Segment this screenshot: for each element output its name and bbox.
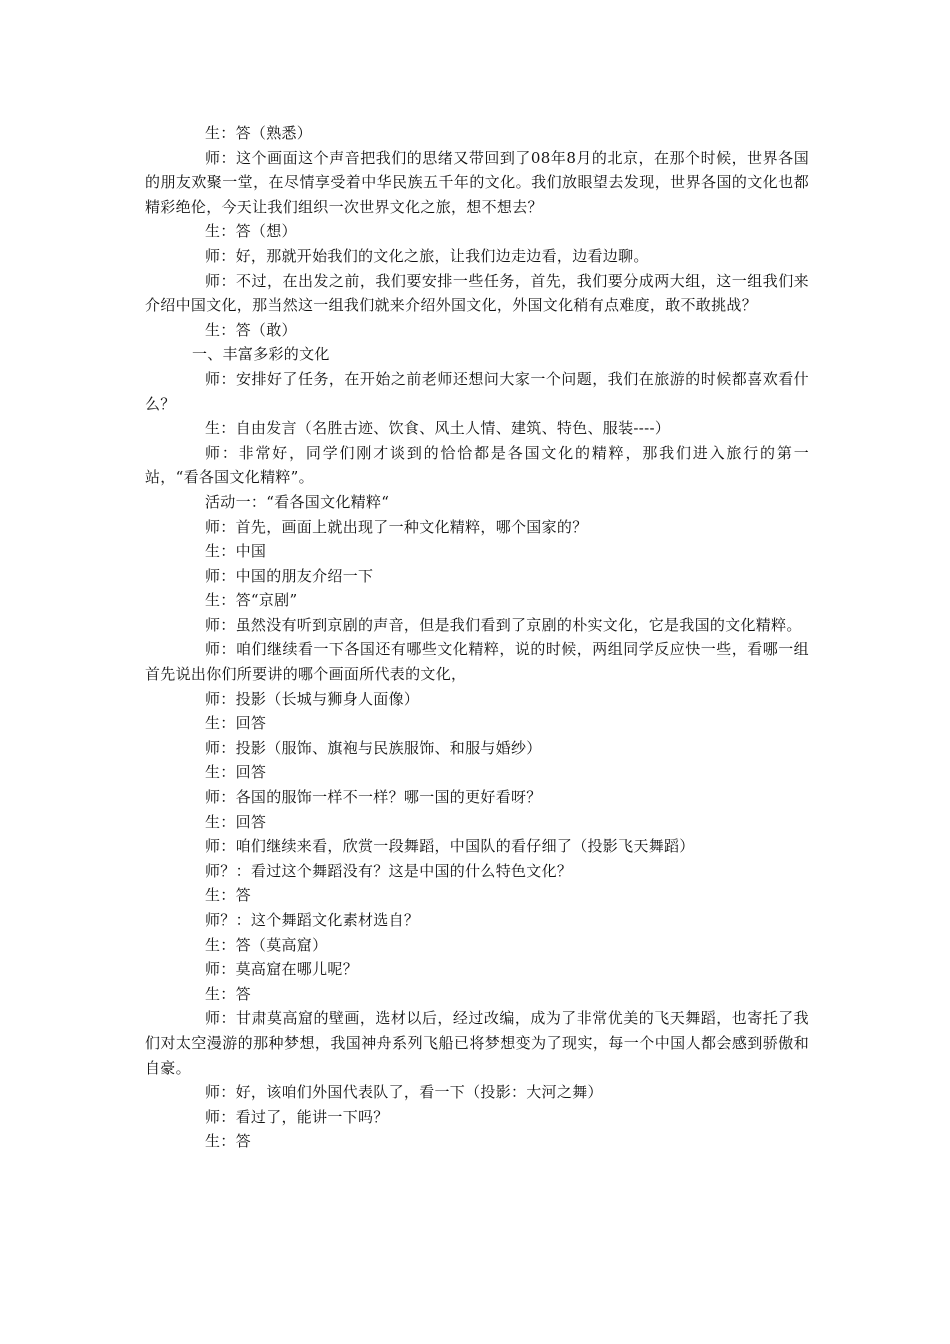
paragraph-student-answer: 生：答 [205,984,251,1003]
paragraph-student-peking-opera: 生：答“京剧” [205,591,298,610]
paragraph-student-answer: 生：答 [205,1132,251,1151]
paragraph-teacher-beijing: 师：这个画面这个声音把我们的思绪又带回到了08年8月的北京，在那个时候，世界各国的朋友欢聚一堂，在尽情享受着中华民族五千年的文化。我们放眼望去发现，世界各国的文化也都精彩绝伦，今天让我们组织一次世界文化之旅，想不想去？ [145,148,809,216]
paragraph-student-answer: 生：答 [205,886,251,905]
paragraph-teacher-tasks: 师：不过，在出发之前，我们要安排一些任务，首先，我们要分成两大组，这一组我们来介绍中国文化，那当然这一组我们就来介绍外国文化，外国文化稍有点难度，敢不敢挑战？ [145,271,809,315]
paragraph-student-answer: 生：回答 [205,763,267,782]
paragraph-student-china: 生：中国 [205,542,267,561]
paragraph-teacher-explain: 师：看过了，能讲一下吗？ [205,1107,389,1126]
paragraph-teacher-question: 师：安排好了任务，在开始之前老师还想问大家一个问题，我们在旅游的时候都喜欢看什么？ [145,369,809,413]
paragraph-teacher-which-country: 师：首先，画面上就出现了一种文化精粹，哪个国家的？ [205,517,588,536]
section-heading: 一、丰富多彩的文化 [192,345,330,364]
paragraph-teacher-projection-wall: 师：投影（长城与狮身人面像） [205,689,420,708]
paragraph-student-answer-want: 生：答（想） [205,222,297,241]
document-body [145,121,809,1154]
paragraph-teacher-introduce: 师：中国的朋友介绍一下 [205,566,374,585]
paragraph-teacher-dance-question: 师？：看过这个舞蹈没有？这是中国的什么特色文化？ [205,861,573,880]
paragraph-teacher-dance: 师：咱们继续来看，欣赏一段舞蹈，中国队的看仔细了（投影飞天舞蹈） [205,837,695,856]
paragraph-teacher-opera-culture: 师：虽然没有听到京剧的声音，但是我们看到了京剧的朴实文化，它是我国的文化精粹。 [205,615,802,634]
paragraph-teacher-feitian: 师：甘肃莫高窟的壁画，选材以后，经过改编，成为了非常优美的飞天舞蹈，也寄托了我们对太空漫游的那种梦想，我国神舟系列飞船已将梦想变为了现实，每一个中国人都会感到骄傲和自豪。 [145,1009,809,1077]
paragraph-student-answer-familiar: 生：答（熟悉） [205,124,313,142]
paragraph-teacher-continue: 师：咱们继续看一下各国还有哪些文化精粹，说的时候，两组同学反应快一些，看哪一组首先说出你们所要讲的哪个画面所代表的文化， [145,640,809,684]
paragraph-teacher-mogao-where: 师：莫高窟在哪儿呢？ [205,960,359,979]
paragraph-teacher-clothing-question: 师：各国的服饰一样不一样？哪一国的更好看呀？ [205,788,542,807]
paragraph-student-free-speech: 生：自由发言（名胜古迹、饮食、风土人情、建筑、特色、服装----） [205,419,671,438]
paragraph-teacher-projection-clothing: 师：投影（服饰、旗袍与民族服饰、和服与婚纱） [205,738,542,757]
paragraph-student-mogao: 生：答（莫高窟） [205,935,328,954]
paragraph-student-answer: 生：回答 [205,714,267,733]
paragraph-teacher-start-journey: 师：好，那就开始我们的文化之旅，让我们边走边看，边看边聊。 [205,246,649,265]
paragraph-student-answer-dare: 生：答（敢） [205,320,297,339]
activity-heading: 活动一：“看各国文化精粹“ [205,492,390,511]
paragraph-teacher-dance-source: 师？：这个舞蹈文化素材选自？ [205,911,420,929]
paragraph-student-answer: 生：回答 [205,812,267,831]
paragraph-teacher-riverdance: 师：好，该咱们外国代表队了，看一下（投影：大河之舞） [205,1083,603,1102]
paragraph-teacher-first-stop: 师：非常好，同学们刚才谈到的恰恰都是各国文化的精粹，那我们进入旅行的第一站，“看各国文化精粹”。 [145,443,809,487]
